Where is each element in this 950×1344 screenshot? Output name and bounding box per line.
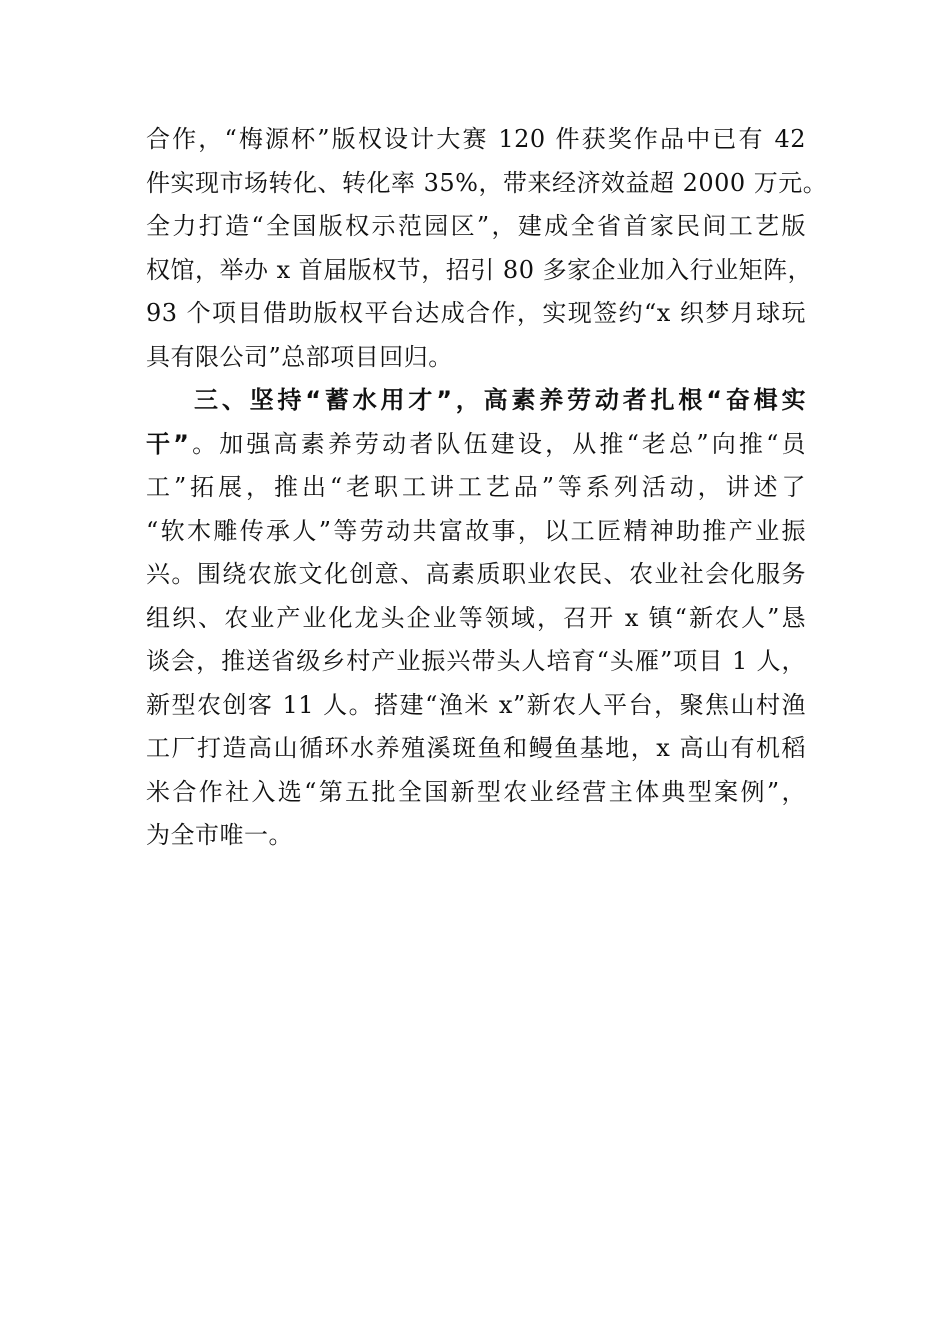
paragraph-line: 93 个项目借助版权平台达成合作，实现签约“x 织梦月球玩 <box>146 299 806 327</box>
paragraph-line: 新型农创客 11 人。搭建“渔米 x”新农人平台，聚焦山村渔 <box>146 690 806 719</box>
paragraph-line: 工厂打造高山循环水养殖溪斑鱼和鳗鱼基地，x 高山有机稻 <box>146 734 806 762</box>
paragraph-line: 为全市唯一。 <box>146 821 293 849</box>
paragraph-line: 具有限公司”总部项目回归。 <box>146 342 453 371</box>
paragraph-line: 工”拓展，推出“老职工讲工艺品”等系列活动，讲述了 <box>146 473 806 501</box>
paragraph-text: 。加强高素养劳动者队伍建设，从推“老总”向推“员 <box>189 429 806 458</box>
paragraph-line <box>146 423 806 467</box>
paragraph-line: 权馆，举办 x 首届版权节，招引 80 多家企业加入行业矩阵， <box>146 255 813 284</box>
paragraph-line: 兴。围绕农旅文化创意、高素质职业农民、农业社会化服务 <box>146 560 806 588</box>
paragraph-line: 全力打造“全国版权示范园区”，建成全省首家民间工艺版 <box>146 212 806 240</box>
paragraph-line: 谈会，推送省级乡村产业振兴带头人培育“头雁”项目 1 人， <box>146 647 806 675</box>
document-body <box>146 118 828 858</box>
paragraph-line: 件实现市场转化、转化率 35%，带来经济效益超 2000 万元。 <box>146 168 828 197</box>
paragraph-line: 米合作社入选“第五批全国新型农业经营主体典型案例”， <box>146 777 806 806</box>
section-heading: 三、坚持“蓄水用才”，高素养劳动者扎根“奋楫实 <box>194 386 806 414</box>
paragraph-line: “软木雕传承人”等劳动共富故事，以工匠精神助推产业振 <box>146 516 806 545</box>
section-heading-end: 干” <box>146 429 190 458</box>
paragraph-line: 合作，“梅源杯”版权设计大赛 120 件获奖作品中已有 42 <box>146 125 806 153</box>
paragraph-line: 组织、农业产业化龙头企业等领域，召开 x 镇“新农人”恳 <box>146 603 806 632</box>
